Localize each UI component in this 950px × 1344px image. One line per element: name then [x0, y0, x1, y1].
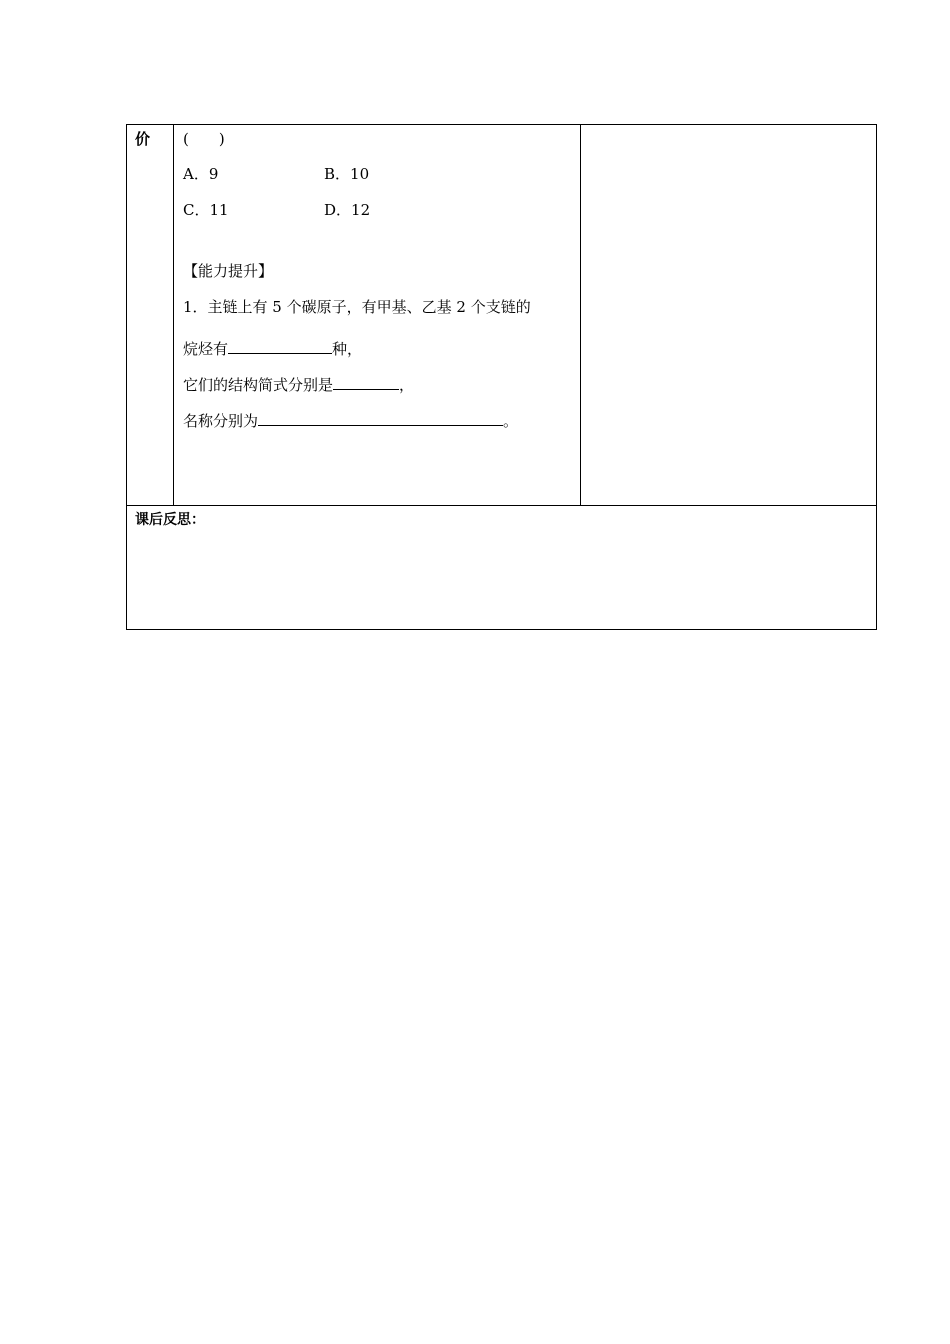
reflection-label: 课后反思：: [135, 512, 205, 528]
question-1-line-2: [183, 338, 362, 359]
table-border-top: [126, 124, 877, 125]
col-divider-content: [580, 124, 581, 505]
row-label: 价: [135, 130, 151, 148]
worksheet-table: [126, 124, 877, 630]
answer-blank-count[interactable]: [228, 338, 332, 354]
q1-line3-suffix: ，: [399, 376, 415, 394]
option-c: C．11: [183, 201, 229, 219]
section-title: 【能力提升】: [183, 262, 274, 280]
table-border-right: [876, 124, 877, 630]
question-1-line-4: [183, 410, 518, 431]
q1-line2-prefix: 烷烃有: [183, 340, 229, 358]
q1-line4-suffix: 。: [503, 412, 519, 430]
question-paren: ( ): [183, 130, 225, 148]
question-1-line-3: [183, 374, 414, 395]
question-1-line-1: 1．主链上有 5 个碳原子，有甲基、乙基 2 个支链的: [183, 298, 531, 316]
table-border-bottom: [126, 629, 877, 630]
reflection-area[interactable]: [127, 530, 876, 629]
answer-blank-structures[interactable]: [333, 374, 399, 390]
row-divider: [126, 505, 877, 506]
col-divider-label: [173, 124, 174, 505]
option-d: D．12: [324, 201, 371, 219]
q1-line4-prefix: 名称分别为: [183, 412, 259, 430]
q1-line2-suffix: 种，: [332, 340, 363, 358]
answer-blank-names[interactable]: [258, 410, 503, 426]
option-a: A．9: [183, 165, 219, 183]
q1-line3-prefix: 它们的结构简式分别是: [183, 376, 334, 394]
option-b: B．10: [324, 165, 370, 183]
